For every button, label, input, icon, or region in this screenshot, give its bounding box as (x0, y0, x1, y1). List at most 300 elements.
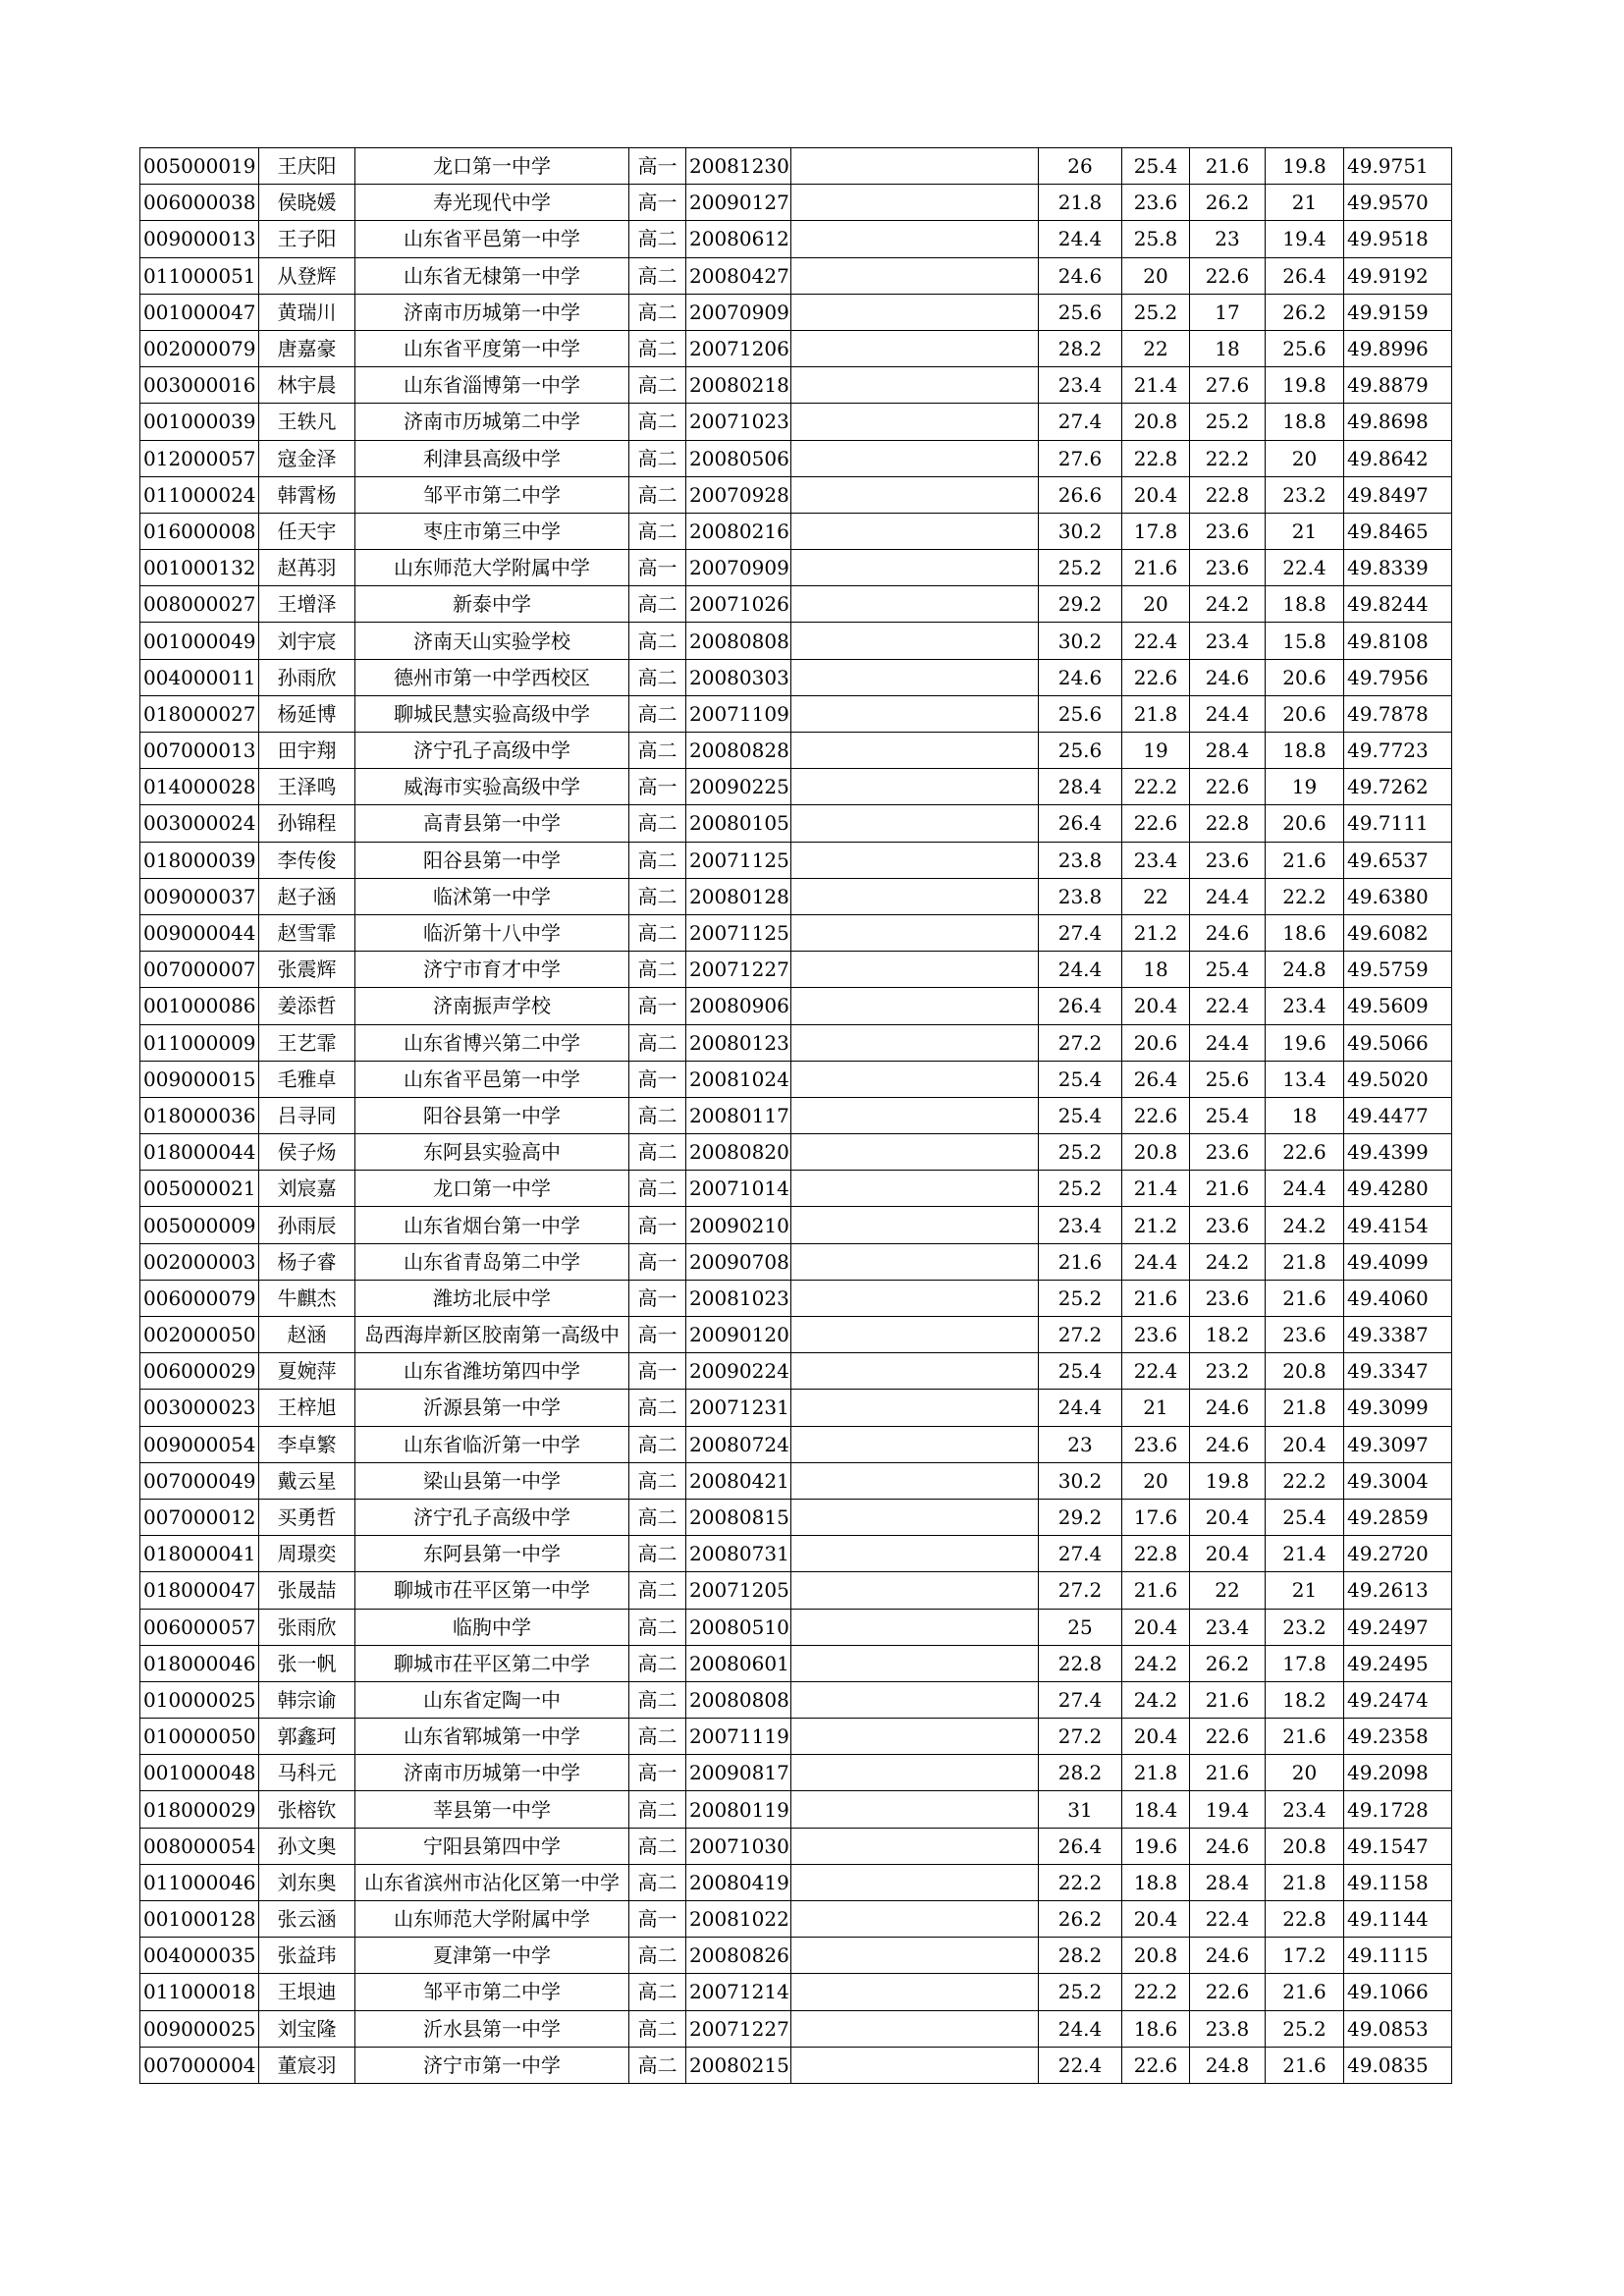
total-score-cell: 49.5759 (1344, 952, 1452, 988)
grade-cell: 高一 (629, 185, 686, 221)
blank-cell (791, 1499, 1039, 1535)
birth-date-cell: 20080906 (686, 988, 791, 1024)
total-score-cell: 49.2613 (1344, 1572, 1452, 1609)
blank-cell (791, 988, 1039, 1024)
table-row (140, 1901, 1452, 1938)
total-score-cell: 49.4154 (1344, 1207, 1452, 1243)
student-name-cell: 刘宝隆 (259, 2010, 355, 2047)
grade-cell: 高二 (629, 1791, 686, 1828)
score-3-cell: 23.6 (1190, 513, 1266, 549)
total-score-cell: 49.3097 (1344, 1426, 1452, 1462)
student-id-cell: 003000023 (140, 1390, 259, 1426)
total-score-cell: 49.5066 (1344, 1024, 1452, 1061)
total-score-cell: 49.9159 (1344, 294, 1452, 330)
student-id-cell: 008000054 (140, 1828, 259, 1864)
score-3-cell: 22.8 (1190, 476, 1266, 513)
total-score-cell: 49.4099 (1344, 1243, 1452, 1280)
blank-cell (791, 1097, 1039, 1133)
score-4-cell: 20 (1266, 440, 1344, 476)
birth-date-cell: 20090210 (686, 1207, 791, 1243)
blank-cell (791, 842, 1039, 878)
student-name-cell: 王庆阳 (259, 148, 355, 185)
grade-cell: 高二 (629, 404, 686, 440)
total-score-cell: 49.3387 (1344, 1317, 1452, 1353)
score-2-cell: 19.6 (1122, 1828, 1190, 1864)
grade-cell: 高二 (629, 440, 686, 476)
total-score-cell: 49.8698 (1344, 404, 1452, 440)
birth-date-cell: 20080215 (686, 2047, 791, 2083)
score-2-cell: 20.4 (1122, 1901, 1190, 1938)
score-2-cell: 23.6 (1122, 1426, 1190, 1462)
table-row (140, 1171, 1452, 1207)
student-id-cell: 001000047 (140, 294, 259, 330)
blank-cell (791, 221, 1039, 257)
score-2-cell: 18.4 (1122, 1791, 1190, 1828)
blank-cell (791, 805, 1039, 842)
score-2-cell: 18.6 (1122, 2010, 1190, 2047)
score-4-cell: 20.6 (1266, 805, 1344, 842)
student-id-cell: 001000128 (140, 1901, 259, 1938)
score-1-cell: 27.4 (1039, 1536, 1122, 1572)
student-id-cell: 001000086 (140, 988, 259, 1024)
score-2-cell: 21 (1122, 1390, 1190, 1426)
birth-date-cell: 20080828 (686, 733, 791, 769)
score-3-cell: 24.6 (1190, 1938, 1266, 1974)
score-4-cell: 20.6 (1266, 659, 1344, 695)
student-name-cell: 张益玮 (259, 1938, 355, 1974)
table-row (140, 1719, 1452, 1755)
score-1-cell: 27.2 (1039, 1317, 1122, 1353)
student-name-cell: 赵苒羽 (259, 550, 355, 586)
student-name-cell: 从登辉 (259, 257, 355, 294)
score-3-cell: 22.6 (1190, 1719, 1266, 1755)
student-name-cell: 马科元 (259, 1755, 355, 1791)
score-1-cell: 25.2 (1039, 550, 1122, 586)
score-2-cell: 21.2 (1122, 914, 1190, 951)
school-cell: 沂水县第一中学 (355, 2010, 629, 2047)
student-name-cell: 韩霄杨 (259, 476, 355, 513)
score-4-cell: 22.4 (1266, 550, 1344, 586)
score-2-cell: 21.4 (1122, 1171, 1190, 1207)
score-4-cell: 21 (1266, 185, 1344, 221)
total-score-cell: 49.5020 (1344, 1061, 1452, 1097)
score-3-cell: 21.6 (1190, 1171, 1266, 1207)
total-score-cell: 49.3099 (1344, 1390, 1452, 1426)
student-name-cell: 林宇晨 (259, 367, 355, 404)
total-score-cell: 49.4399 (1344, 1134, 1452, 1171)
student-name-cell: 王增泽 (259, 586, 355, 623)
school-cell: 山东省平邑第一中学 (355, 221, 629, 257)
student-id-cell: 018000029 (140, 1791, 259, 1828)
birth-date-cell: 20071227 (686, 2010, 791, 2047)
score-2-cell: 17.8 (1122, 513, 1190, 549)
blank-cell (791, 733, 1039, 769)
table-row (140, 659, 1452, 695)
score-3-cell: 23.6 (1190, 1207, 1266, 1243)
score-4-cell: 25.2 (1266, 2010, 1344, 2047)
birth-date-cell: 20080117 (686, 1097, 791, 1133)
student-name-cell: 张一帆 (259, 1645, 355, 1681)
birth-date-cell: 20080128 (686, 878, 791, 914)
score-4-cell: 24.8 (1266, 952, 1344, 988)
score-2-cell: 21.6 (1122, 1572, 1190, 1609)
student-id-cell: 007000007 (140, 952, 259, 988)
score-3-cell: 24.8 (1190, 2047, 1266, 2083)
grade-cell: 高二 (629, 1974, 686, 2010)
score-3-cell: 23.6 (1190, 550, 1266, 586)
score-2-cell: 25.8 (1122, 221, 1190, 257)
student-name-cell: 孙锦程 (259, 805, 355, 842)
grade-cell: 高一 (629, 1243, 686, 1280)
student-name-cell: 李传俊 (259, 842, 355, 878)
student-name-cell: 王艺霏 (259, 1024, 355, 1061)
total-score-cell: 49.2358 (1344, 1719, 1452, 1755)
score-2-cell: 24.4 (1122, 1243, 1190, 1280)
grade-cell: 高二 (629, 623, 686, 659)
score-2-cell: 20 (1122, 586, 1190, 623)
score-2-cell: 22.4 (1122, 623, 1190, 659)
student-id-cell: 018000027 (140, 695, 259, 732)
blank-cell (791, 878, 1039, 914)
score-2-cell: 23.6 (1122, 1317, 1190, 1353)
blank-cell (791, 476, 1039, 513)
score-1-cell: 23.4 (1039, 1207, 1122, 1243)
table-row (140, 513, 1452, 549)
score-4-cell: 20.8 (1266, 1828, 1344, 1864)
score-4-cell: 25.6 (1266, 330, 1344, 366)
score-4-cell: 22.2 (1266, 878, 1344, 914)
score-4-cell: 21.4 (1266, 1536, 1344, 1572)
school-cell: 邹平市第二中学 (355, 476, 629, 513)
birth-date-cell: 20080815 (686, 1499, 791, 1535)
birth-date-cell: 20080510 (686, 1609, 791, 1645)
school-cell: 聊城民慧实验高级中学 (355, 695, 629, 732)
total-score-cell: 49.7262 (1344, 769, 1452, 805)
school-cell: 山东师范大学附属中学 (355, 550, 629, 586)
student-id-cell: 002000050 (140, 1317, 259, 1353)
student-id-cell: 011000051 (140, 257, 259, 294)
score-4-cell: 21 (1266, 1572, 1344, 1609)
student-id-cell: 011000009 (140, 1024, 259, 1061)
birth-date-cell: 20090708 (686, 1243, 791, 1280)
score-3-cell: 18.2 (1190, 1317, 1266, 1353)
total-score-cell: 49.4280 (1344, 1171, 1452, 1207)
student-name-cell: 买勇哲 (259, 1499, 355, 1535)
student-id-cell: 011000024 (140, 476, 259, 513)
total-score-cell: 49.6537 (1344, 842, 1452, 878)
score-1-cell: 27.6 (1039, 440, 1122, 476)
score-1-cell: 23.8 (1039, 842, 1122, 878)
school-cell: 山东省青岛第二中学 (355, 1243, 629, 1280)
birth-date-cell: 20080303 (686, 659, 791, 695)
blank-cell (791, 1755, 1039, 1791)
school-cell: 聊城市茌平区第二中学 (355, 1645, 629, 1681)
blank-cell (791, 2047, 1039, 2083)
total-score-cell: 49.4477 (1344, 1097, 1452, 1133)
table-row (140, 1864, 1452, 1900)
student-name-cell: 唐嘉豪 (259, 330, 355, 366)
school-cell: 寿光现代中学 (355, 185, 629, 221)
student-name-cell: 张雨欣 (259, 1609, 355, 1645)
student-id-cell: 005000009 (140, 1207, 259, 1243)
score-2-cell: 20.8 (1122, 1938, 1190, 1974)
school-cell: 临沭第一中学 (355, 878, 629, 914)
table-row (140, 1755, 1452, 1791)
score-4-cell: 21.6 (1266, 2047, 1344, 2083)
grade-cell: 高二 (629, 1938, 686, 1974)
student-name-cell: 李卓繁 (259, 1426, 355, 1462)
score-4-cell: 18.8 (1266, 404, 1344, 440)
score-4-cell: 21.6 (1266, 842, 1344, 878)
blank-cell (791, 914, 1039, 951)
score-3-cell: 23 (1190, 221, 1266, 257)
school-cell: 枣庄市第三中学 (355, 513, 629, 549)
student-id-cell: 010000050 (140, 1719, 259, 1755)
student-name-cell: 张榕钦 (259, 1791, 355, 1828)
birth-date-cell: 20080218 (686, 367, 791, 404)
birth-date-cell: 20080731 (686, 1536, 791, 1572)
school-cell: 夏津第一中学 (355, 1938, 629, 1974)
school-cell: 山东省临沂第一中学 (355, 1426, 629, 1462)
student-name-cell: 王轶凡 (259, 404, 355, 440)
score-3-cell: 27.6 (1190, 367, 1266, 404)
score-1-cell: 24.4 (1039, 952, 1122, 988)
table-row (140, 988, 1452, 1024)
score-3-cell: 22 (1190, 1572, 1266, 1609)
score-4-cell: 18.6 (1266, 914, 1344, 951)
score-2-cell: 20.8 (1122, 404, 1190, 440)
score-3-cell: 26.2 (1190, 1645, 1266, 1681)
score-2-cell: 26.4 (1122, 1061, 1190, 1097)
total-score-cell: 49.1066 (1344, 1974, 1452, 2010)
birth-date-cell: 20081230 (686, 148, 791, 185)
table-row (140, 440, 1452, 476)
birth-date-cell: 20081023 (686, 1280, 791, 1316)
student-id-cell: 011000018 (140, 1974, 259, 2010)
blank-cell (791, 148, 1039, 185)
school-cell: 山东省平邑第一中学 (355, 1061, 629, 1097)
blank-cell (791, 1462, 1039, 1499)
student-id-cell: 009000015 (140, 1061, 259, 1097)
total-score-cell: 49.7956 (1344, 659, 1452, 695)
school-cell: 阳谷县第一中学 (355, 842, 629, 878)
student-id-cell: 003000024 (140, 805, 259, 842)
student-id-cell: 001000048 (140, 1755, 259, 1791)
blank-cell (791, 586, 1039, 623)
total-score-cell: 49.1728 (1344, 1791, 1452, 1828)
student-id-cell: 018000044 (140, 1134, 259, 1171)
table-row (140, 1243, 1452, 1280)
school-cell: 山东省烟台第一中学 (355, 1207, 629, 1243)
score-3-cell: 24.4 (1190, 1024, 1266, 1061)
student-id-cell: 018000041 (140, 1536, 259, 1572)
score-2-cell: 20 (1122, 257, 1190, 294)
score-1-cell: 24.6 (1039, 257, 1122, 294)
table-row (140, 805, 1452, 842)
student-id-cell: 010000025 (140, 1681, 259, 1718)
blank-cell (791, 1901, 1039, 1938)
blank-cell (791, 695, 1039, 732)
table-row (140, 1791, 1452, 1828)
table-row (140, 1134, 1452, 1171)
student-name-cell: 王垠迪 (259, 1974, 355, 2010)
student-name-cell: 张云涵 (259, 1901, 355, 1938)
blank-cell (791, 1134, 1039, 1171)
birth-date-cell: 20071023 (686, 404, 791, 440)
table-row (140, 769, 1452, 805)
birth-date-cell: 20071014 (686, 1171, 791, 1207)
total-score-cell: 49.0853 (1344, 2010, 1452, 2047)
student-id-cell: 007000012 (140, 1499, 259, 1535)
score-3-cell: 22.4 (1190, 988, 1266, 1024)
score-4-cell: 22.2 (1266, 1462, 1344, 1499)
score-4-cell: 15.8 (1266, 623, 1344, 659)
grade-cell: 高二 (629, 1134, 686, 1171)
score-4-cell: 24.2 (1266, 1207, 1344, 1243)
student-id-cell: 008000027 (140, 586, 259, 623)
score-2-cell: 22.2 (1122, 769, 1190, 805)
grade-cell: 高一 (629, 1755, 686, 1791)
score-4-cell: 18.2 (1266, 1681, 1344, 1718)
grade-cell: 高一 (629, 1280, 686, 1316)
school-cell: 济南天山实验学校 (355, 623, 629, 659)
total-score-cell: 49.9192 (1344, 257, 1452, 294)
student-id-cell: 011000046 (140, 1864, 259, 1900)
grade-cell: 高二 (629, 2047, 686, 2083)
score-4-cell: 19.8 (1266, 148, 1344, 185)
grade-cell: 高二 (629, 476, 686, 513)
blank-cell (791, 1681, 1039, 1718)
school-cell: 济南市历城第一中学 (355, 1755, 629, 1791)
score-1-cell: 27.4 (1039, 1681, 1122, 1718)
score-1-cell: 27.4 (1039, 404, 1122, 440)
score-1-cell: 25.2 (1039, 1974, 1122, 2010)
score-1-cell: 22.2 (1039, 1864, 1122, 1900)
school-cell: 龙口第一中学 (355, 148, 629, 185)
school-cell: 山东省郓城第一中学 (355, 1719, 629, 1755)
score-2-cell: 22 (1122, 330, 1190, 366)
total-score-cell: 49.8108 (1344, 623, 1452, 659)
student-name-cell: 刘宇宸 (259, 623, 355, 659)
student-name-cell: 郭鑫珂 (259, 1719, 355, 1755)
score-1-cell: 24.4 (1039, 2010, 1122, 2047)
student-name-cell: 姜添哲 (259, 988, 355, 1024)
table-row (140, 1353, 1452, 1390)
birth-date-cell: 20090127 (686, 185, 791, 221)
birth-date-cell: 20070928 (686, 476, 791, 513)
school-cell: 济宁孔子高级中学 (355, 1499, 629, 1535)
student-name-cell: 赵涵 (259, 1317, 355, 1353)
total-score-cell: 49.1547 (1344, 1828, 1452, 1864)
school-cell: 宁阳县第四中学 (355, 1828, 629, 1864)
table-row (140, 1536, 1452, 1572)
score-2-cell: 21.2 (1122, 1207, 1190, 1243)
total-score-cell: 49.2859 (1344, 1499, 1452, 1535)
score-3-cell: 23.6 (1190, 842, 1266, 878)
grade-cell: 高二 (629, 367, 686, 404)
school-cell: 德州市第一中学西校区 (355, 659, 629, 695)
birth-date-cell: 20070909 (686, 294, 791, 330)
school-cell: 济宁市第一中学 (355, 2047, 629, 2083)
total-score-cell: 49.9570 (1344, 185, 1452, 221)
score-4-cell: 26.4 (1266, 257, 1344, 294)
grade-cell: 高二 (629, 1645, 686, 1681)
student-id-cell: 007000004 (140, 2047, 259, 2083)
blank-cell (791, 1061, 1039, 1097)
score-2-cell: 21.4 (1122, 367, 1190, 404)
score-3-cell: 25.6 (1190, 1061, 1266, 1097)
blank-cell (791, 513, 1039, 549)
blank-cell (791, 1024, 1039, 1061)
blank-cell (791, 769, 1039, 805)
blank-cell (791, 440, 1039, 476)
blank-cell (791, 1609, 1039, 1645)
score-4-cell: 21 (1266, 513, 1344, 549)
grade-cell: 高二 (629, 294, 686, 330)
blank-cell (791, 1645, 1039, 1681)
score-3-cell: 19.4 (1190, 1791, 1266, 1828)
birth-date-cell: 20071109 (686, 695, 791, 732)
student-name-cell: 夏婉萍 (259, 1353, 355, 1390)
score-1-cell: 25.4 (1039, 1353, 1122, 1390)
score-4-cell: 21.6 (1266, 1974, 1344, 2010)
score-1-cell: 25.2 (1039, 1280, 1122, 1316)
school-cell: 岛西海岸新区胶南第一高级中 (355, 1317, 629, 1353)
table-row (140, 1938, 1452, 1974)
score-1-cell: 25.6 (1039, 733, 1122, 769)
school-cell: 济南市历城第二中学 (355, 404, 629, 440)
grade-cell: 高一 (629, 550, 686, 586)
blank-cell (791, 1719, 1039, 1755)
table-row (140, 367, 1452, 404)
birth-date-cell: 20080826 (686, 1938, 791, 1974)
student-id-cell: 016000008 (140, 513, 259, 549)
score-1-cell: 23.4 (1039, 367, 1122, 404)
birth-date-cell: 20081024 (686, 1061, 791, 1097)
table-row (140, 952, 1452, 988)
score-4-cell: 19 (1266, 769, 1344, 805)
birth-date-cell: 20071125 (686, 914, 791, 951)
table-row (140, 733, 1452, 769)
student-id-cell: 009000054 (140, 1426, 259, 1462)
table-row (140, 2010, 1452, 2047)
table-row (140, 586, 1452, 623)
school-cell: 临朐中学 (355, 1609, 629, 1645)
score-2-cell: 22.4 (1122, 1353, 1190, 1390)
total-score-cell: 49.8879 (1344, 367, 1452, 404)
score-2-cell: 22.2 (1122, 1974, 1190, 2010)
blank-cell (791, 1791, 1039, 1828)
score-2-cell: 20.8 (1122, 1134, 1190, 1171)
score-2-cell: 21.6 (1122, 1280, 1190, 1316)
total-score-cell: 49.9751 (1344, 148, 1452, 185)
score-3-cell: 17 (1190, 294, 1266, 330)
grade-cell: 高二 (629, 586, 686, 623)
blank-cell (791, 1317, 1039, 1353)
birth-date-cell: 20080216 (686, 513, 791, 549)
table-row (140, 1390, 1452, 1426)
student-id-cell: 005000021 (140, 1171, 259, 1207)
school-cell: 阳谷县第一中学 (355, 1097, 629, 1133)
score-1-cell: 24.4 (1039, 1390, 1122, 1426)
table-row (140, 914, 1452, 951)
blank-cell (791, 367, 1039, 404)
student-name-cell: 孙雨欣 (259, 659, 355, 695)
score-1-cell: 21.8 (1039, 185, 1122, 221)
blank-cell (791, 1864, 1039, 1900)
total-score-cell: 49.8244 (1344, 586, 1452, 623)
grade-cell: 高一 (629, 148, 686, 185)
